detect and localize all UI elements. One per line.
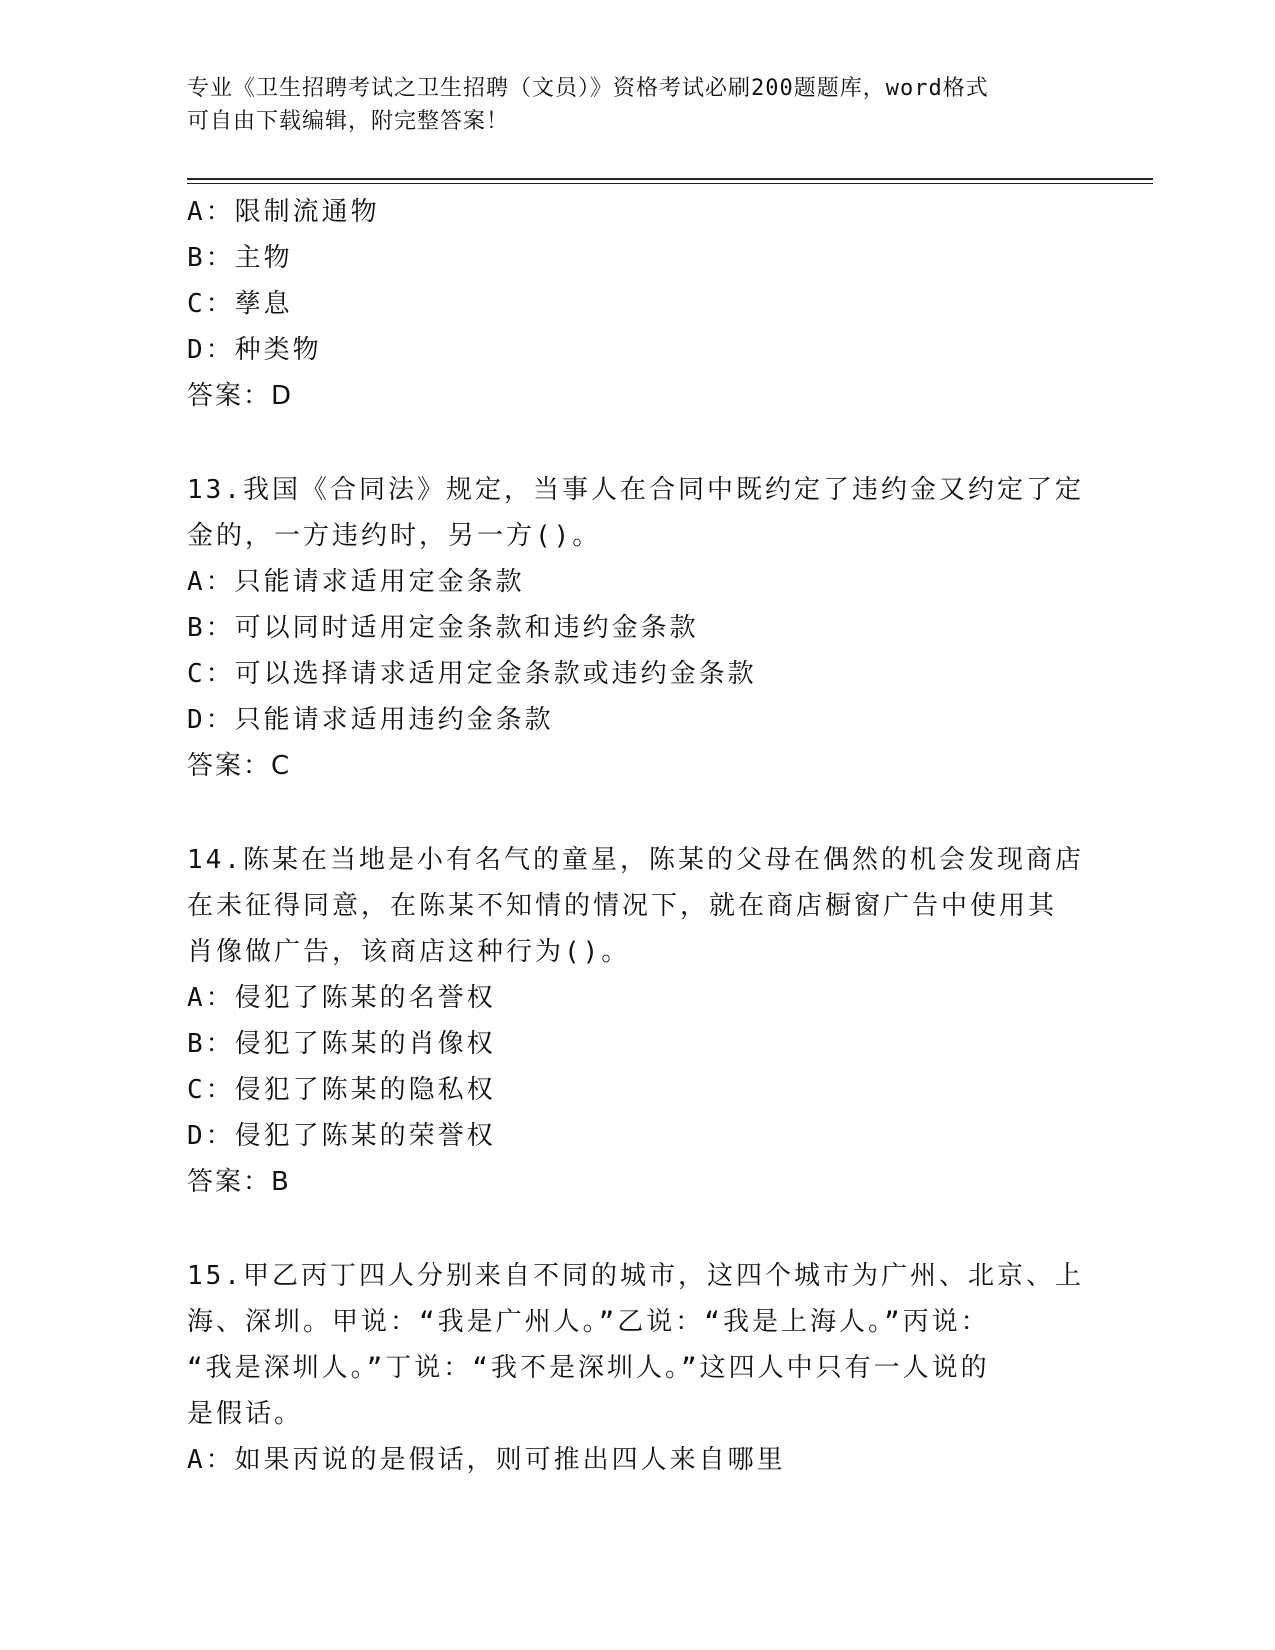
q14-option-c: C：侵犯了陈某的隐私权 [187, 1075, 496, 1105]
header-line-1: 专业《卫生招聘考试之卫生招聘（文员）》资格考试必刷200题题库，word格式 [187, 76, 989, 101]
q13-answer: 答案：C [187, 751, 292, 781]
q13-option-c: C：可以选择请求适用定金条款或违约金条款 [187, 659, 757, 689]
q14-stem-line-3: 肖像做广告，该商店这种行为()。 [187, 937, 631, 967]
q14-option-b: B：侵犯了陈某的肖像权 [187, 1029, 496, 1059]
header-divider-top [187, 178, 1153, 180]
q14-option-d: D：侵犯了陈某的荣誉权 [187, 1121, 496, 1151]
spacer [187, 1205, 1087, 1253]
q12-option-b: B：主物 [187, 243, 293, 273]
q14-stem-line-1: 14.陈某在当地是小有名气的童星，陈某的父母在偶然的机会发现商店 [187, 845, 1084, 875]
q13-option-a: A：只能请求适用定金条款 [187, 567, 525, 597]
document-body [187, 189, 1087, 1483]
q13-option-b: B：可以同时适用定金条款和违约金条款 [187, 613, 699, 643]
q15-stem-line-2: 海、深圳。甲说：“我是广州人。”乙说：“我是上海人。”丙说： [187, 1307, 990, 1337]
q12-answer: 答案：D [187, 381, 294, 411]
q12-option-c: C：孳息 [187, 289, 293, 319]
spacer [187, 419, 1087, 467]
question-14-block [187, 837, 1087, 1205]
q15-stem-line-4: 是假话。 [187, 1399, 304, 1429]
q15-stem-line-3: “我是深圳人。”丁说：“我不是深圳人。”这四人中只有一人说的 [187, 1353, 990, 1383]
question-13-block [187, 467, 1087, 789]
q13-option-d: D：只能请求适用违约金条款 [187, 705, 554, 735]
header-divider-bottom [187, 183, 1153, 184]
question-12-block [187, 189, 1087, 419]
question-15-block [187, 1253, 1087, 1483]
q15-option-a: A：如果丙说的是假话，则可推出四人来自哪里 [187, 1445, 786, 1475]
spacer [187, 789, 1087, 837]
q13-stem-line-2: 金的，一方违约时，另一方()。 [187, 521, 602, 551]
q12-option-d: D：种类物 [187, 335, 322, 365]
q14-stem-line-2: 在未征得同意，在陈某不知情的情况下，就在商店橱窗广告中使用其 [187, 891, 1058, 921]
q14-answer: 答案：B [187, 1167, 291, 1197]
q15-stem-line-1: 15.甲乙丙丁四人分别来自不同的城市，这四个城市为广州、北京、上 [187, 1261, 1084, 1291]
document-header [187, 72, 1067, 138]
q13-stem-line-1: 13.我国《合同法》规定，当事人在合同中既约定了违约金又约定了定 [187, 475, 1084, 505]
header-line-2: 可自由下载编辑，附完整答案！ [187, 109, 510, 134]
q14-option-a: A：侵犯了陈某的名誉权 [187, 983, 496, 1013]
q12-option-a: A：限制流通物 [187, 197, 380, 227]
